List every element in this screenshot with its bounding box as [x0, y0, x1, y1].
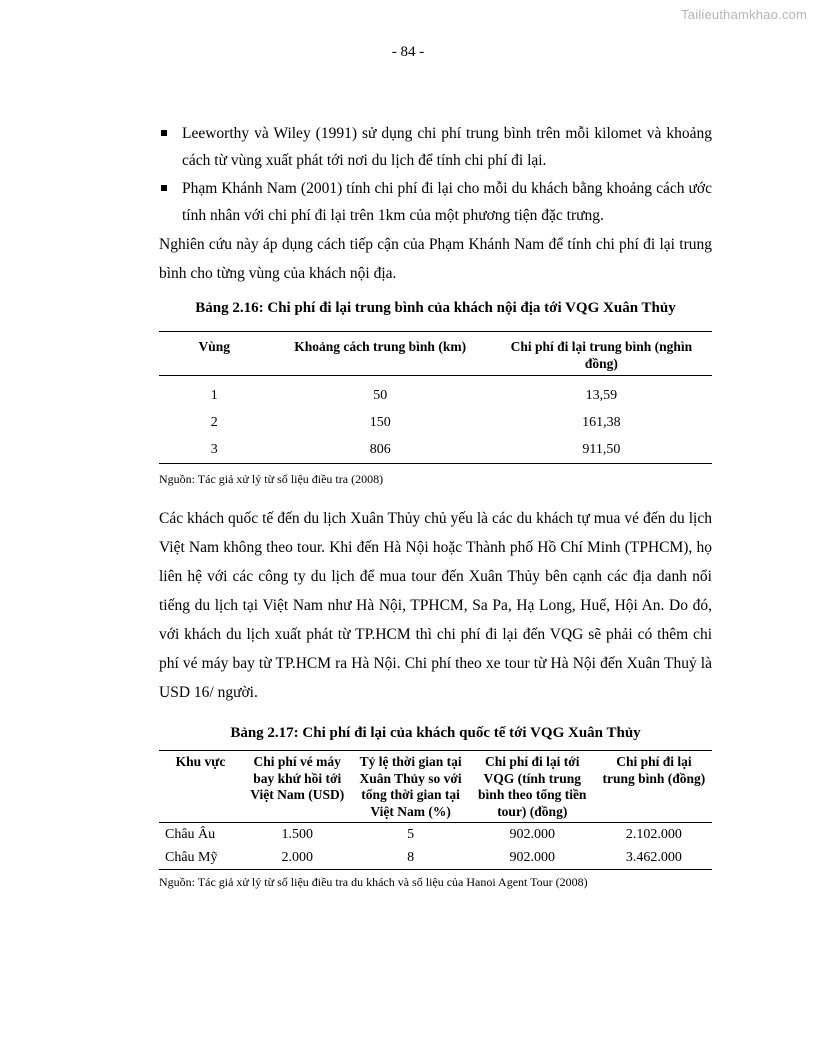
table2-source: Nguồn: Tác giả xử lý từ số liệu điều tra du khách và số liệu của Hanoi Agent Tour (2008) — [159, 875, 588, 889]
watermark: Tailieuthamkhao.com — [681, 7, 807, 22]
table-row — [159, 823, 712, 847]
column-header: Khoảng cách trung bình (km) — [270, 332, 491, 376]
square-bullet-icon — [161, 185, 167, 191]
table-row — [159, 436, 712, 464]
table-cell: 1.500 — [281, 826, 313, 842]
table-cell: 806 — [369, 441, 391, 457]
column-header: Vùng — [159, 332, 270, 376]
table-header-row — [159, 751, 712, 823]
table-header-row — [159, 332, 712, 376]
square-bullet-icon — [161, 130, 167, 136]
table1-source: Nguồn: Tác giả xử lý từ số liệu điều tra (2008) — [159, 472, 384, 486]
table-cell: 902.000 — [509, 826, 555, 842]
intro-paragraph: Nghiên cứu này áp dụng cách tiếp cận của Phạm Khánh Nam để tính chi phí đi lại trung bình cho từng vùng của khách nội địa. — [159, 236, 712, 282]
table-international-travel-cost — [159, 750, 712, 870]
table-cell: 3.462.000 — [625, 849, 682, 865]
column-header: Khu vực — [159, 751, 242, 823]
table-cell: 161,38 — [582, 414, 621, 430]
column-header: Chi phí vé máy bay khứ hồi tới Việt Nam (USD) — [242, 751, 353, 823]
column-header: Chi phí đi lại tới VQG (tính trung bình theo tổng tiền tour) (đồng) — [469, 751, 596, 823]
table-row — [159, 409, 712, 436]
table-cell: 13,59 — [585, 387, 618, 403]
table-cell: 902.000 — [509, 849, 555, 865]
table-cell: 2.000 — [281, 849, 313, 865]
table-cell: 5 — [407, 826, 415, 842]
table-cell: Châu Mỹ — [165, 849, 218, 865]
table-cell: 50 — [373, 387, 388, 403]
column-header: Chi phí đi lại trung bình (nghìn đồng) — [491, 332, 712, 376]
bullet-list — [159, 120, 712, 229]
table-cell: 2 — [210, 414, 218, 430]
table-row — [159, 846, 712, 870]
table-domestic-travel-cost — [159, 331, 712, 464]
body-paragraph: Các khách quốc tế đến du lịch Xuân Thủy chủ yếu là các du khách tự mua vé đến du lịch Việt Nam không theo tour. Khi đến Hà Nội hoặc Thành phố Hồ Chí Minh (TPHCM), họ liên hệ với các công ty du lịch để mua tour đến Xuân Thủy bên cạnh các địa danh nổi tiếng du lịch tại Việt Nam như Hà Nội, TPHCM, Sa Pa, Hạ Long, Huế, Hội An. Do đó, với khách du lịch xuất phát từ TP.HCM thì chi phí đi lại đến VQG sẽ phải có thêm chi phí vé máy bay từ TP.HCM ra Hà Nội. Chi phí theo xe tour từ Hà Nội đến Xuân Thuỷ là USD 16/ người. — [159, 510, 712, 701]
table2-caption: Bảng 2.17: Chi phí đi lại của khách quốc tế tới VQG Xuân Thủy — [230, 725, 641, 741]
table-row — [159, 376, 712, 410]
table-cell: Châu Âu — [165, 826, 216, 842]
table-cell: 3 — [210, 441, 218, 457]
page-content — [159, 120, 712, 890]
table-cell: 1 — [210, 387, 218, 403]
table1-caption: Bảng 2.16: Chi phí đi lại trung bình của khách nội địa tới VQG Xuân Thủy — [195, 300, 676, 316]
list-item — [159, 120, 712, 174]
table-cell: 150 — [369, 414, 391, 430]
list-item — [159, 175, 712, 229]
column-header: Chi phí đi lại trung bình (đồng) — [596, 751, 712, 823]
table-cell: 2.102.000 — [625, 826, 682, 842]
page-number: - 84 - — [391, 44, 425, 60]
column-header: Tỷ lệ thời gian tại Xuân Thủy so với tổng thời gian tại Việt Nam (%) — [353, 751, 469, 823]
list-item-text: Leeworthy và Wiley (1991) sử dụng chi phí trung bình trên mỗi kilomet và khoảng cách từ vùng xuất phát tới nơi du lịch để tính chi phí đi lại. — [182, 125, 712, 169]
table-cell: 8 — [407, 849, 415, 865]
list-item-text: Phạm Khánh Nam (2001) tính chi phí đi lại cho mỗi du khách bằng khoảng cách ước tính nhân với chi phí đi lại trên 1km của một phương tiện đặc trưng. — [182, 180, 712, 224]
table-cell: 911,50 — [582, 441, 621, 457]
